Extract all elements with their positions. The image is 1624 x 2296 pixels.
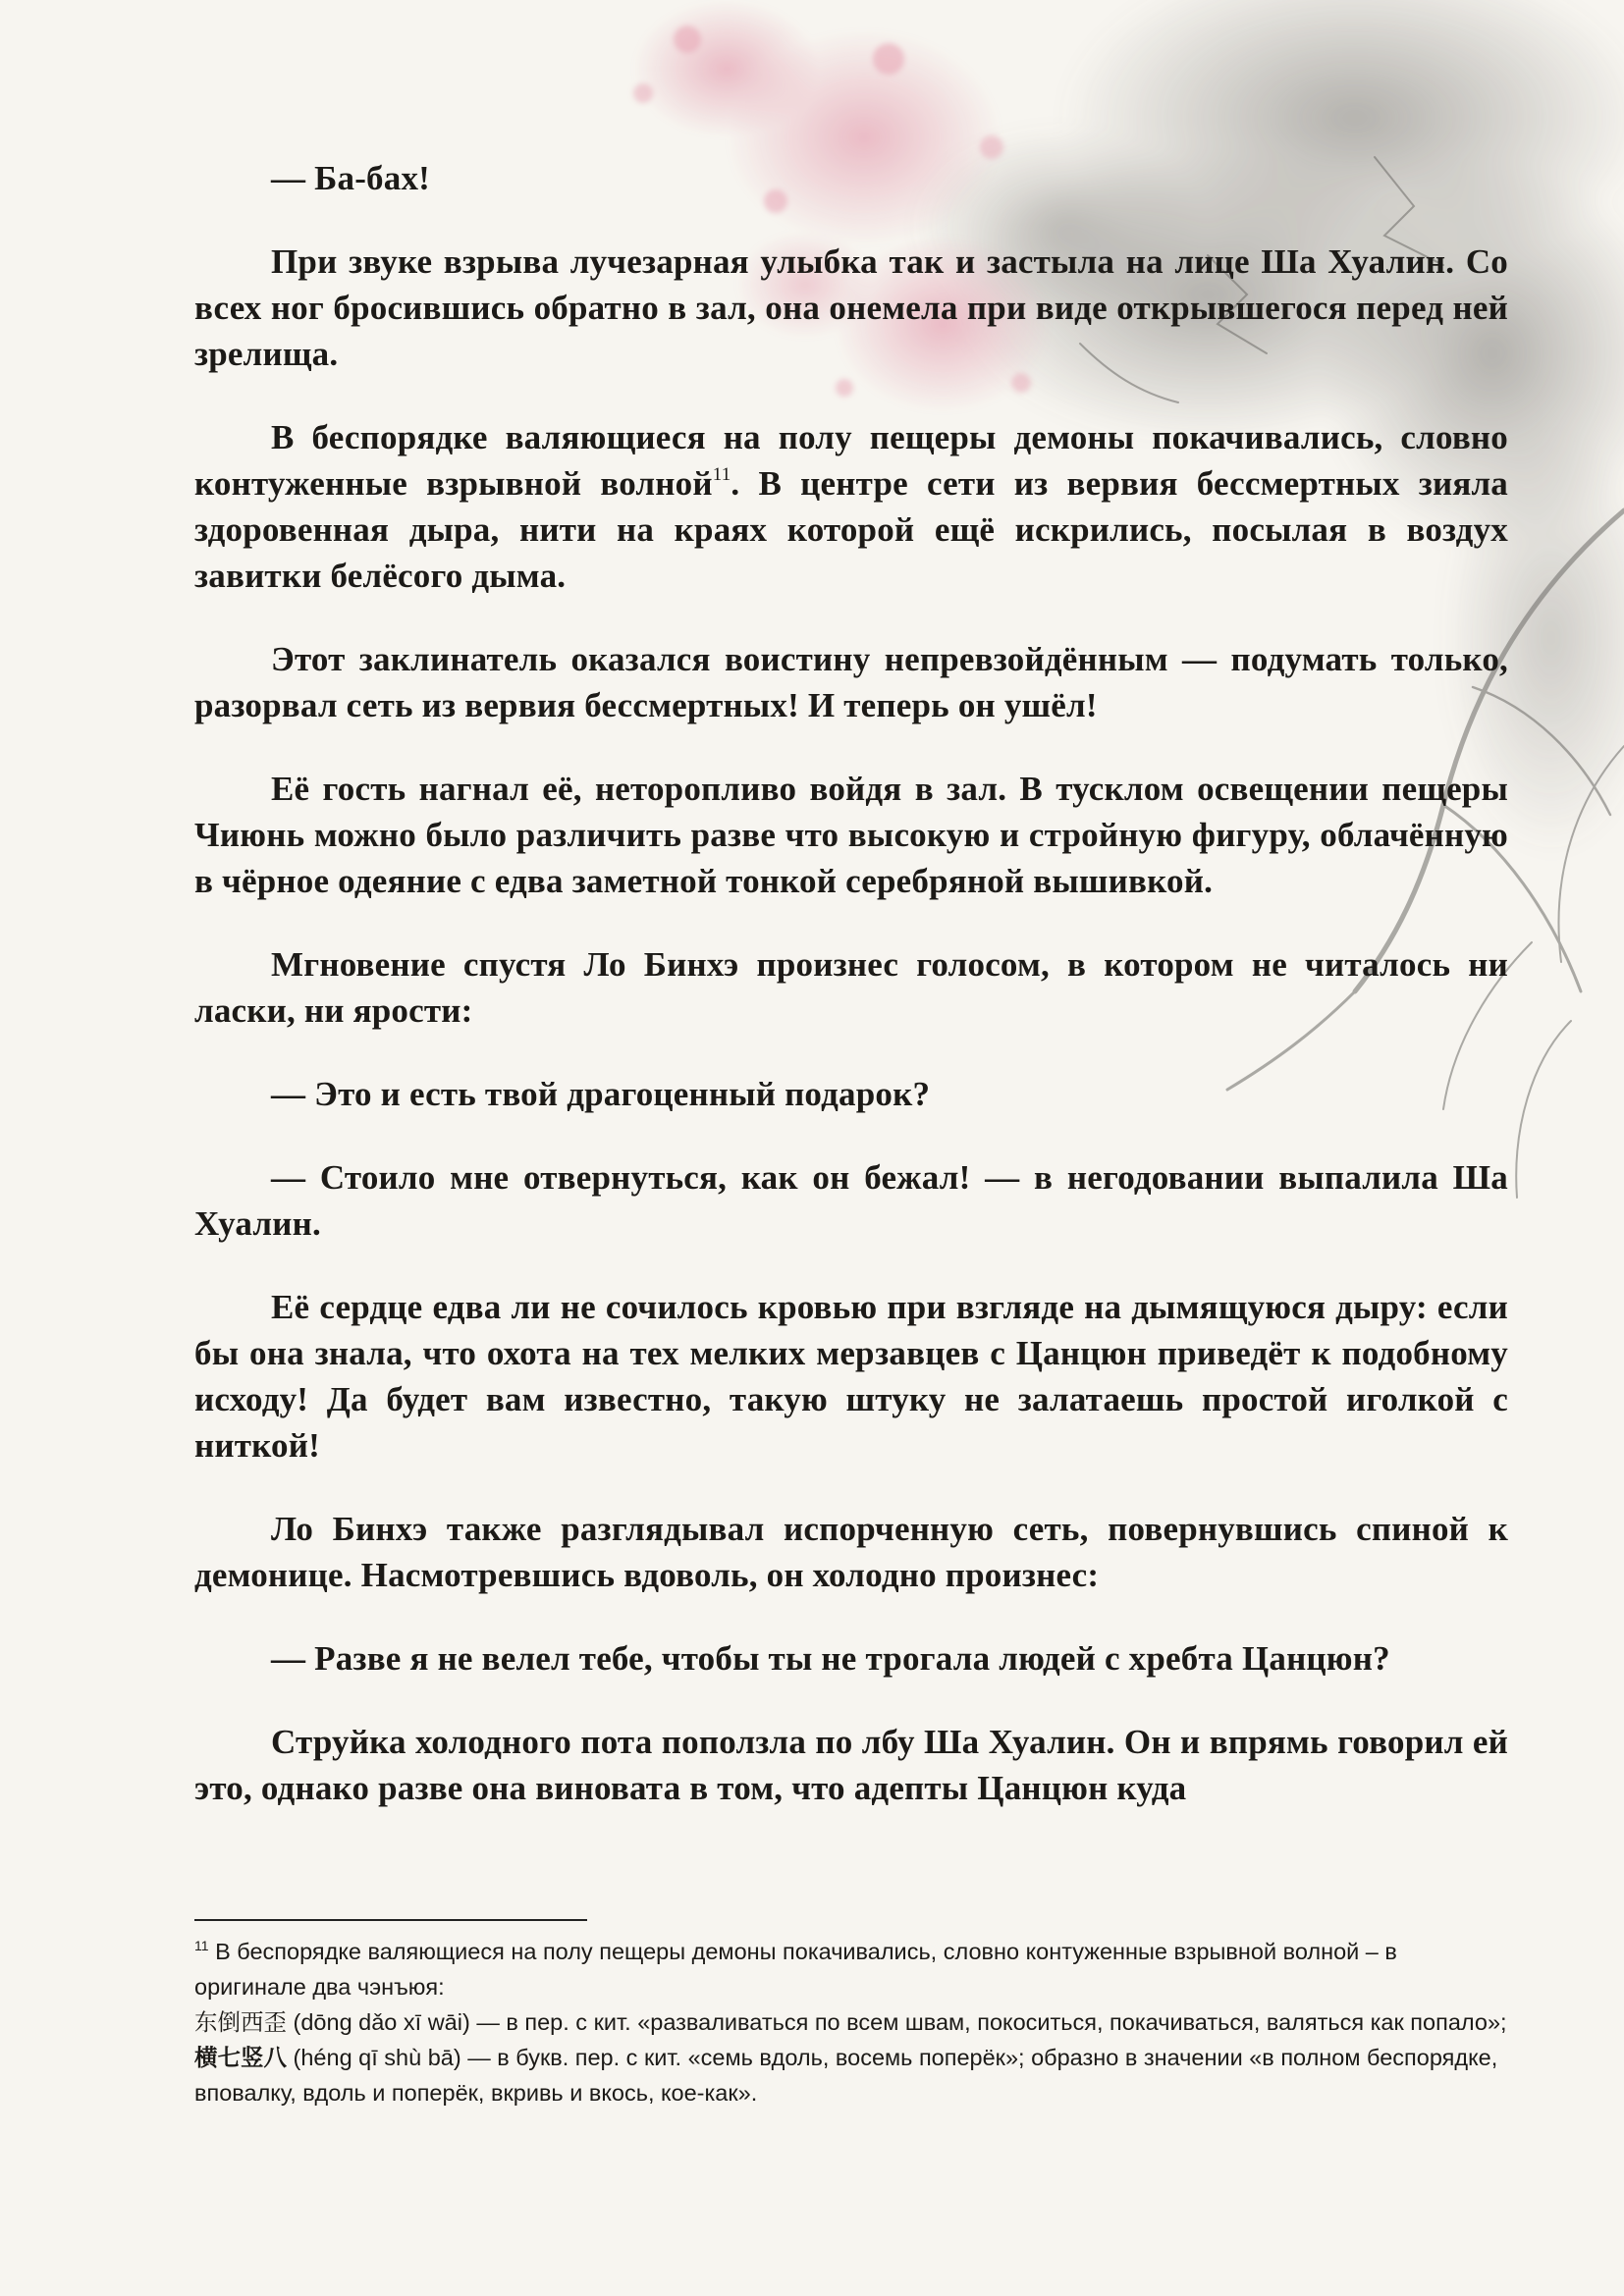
main-text [194,155,1508,1811]
footnote-reference[interactable]: 11 [712,464,731,485]
footnote-text: В беспорядке валяющиеся на полу пещеры демоны покачивались, словно контуженные взрывной волной – в оригинале два чэнъюя: [194,1939,1397,2000]
paragraph-6: Мгновение спустя Ло Бинхэ произнес голосом, в котором не читалось ни ласки, ни ярости: [194,945,1508,1030]
idiom-2-gloss: (héng qī shù bā) — в букв. пер. с кит. «семь вдоль, восемь поперёк»; образно в значении «в полном беспорядке, вповалку, вдоль и поперёк, вкривь и вкось, кое-как». [194,2045,1498,2106]
paragraph-4: Этот заклинатель оказался воистину непревзойдённым — подумать только, разорвал сеть из вервия бессмертных! И теперь он ушёл! [194,640,1508,724]
idiom-1-hanzi: 东倒西歪 [194,2009,287,2035]
paragraph-dialogue-2: — Это и есть твой драгоценный подарок? [271,1075,931,1113]
footnote-idiom-1 [194,2004,1508,2040]
idiom-2-hanzi: 横七竖八 [194,2045,287,2070]
footnote-number: 11 [194,1938,209,1953]
paragraph-8: Ло Бинхэ также разглядывал испорченную сеть, повернувшись спиной к демонице. Насмотревшись вдоволь, он холодно произнес: [194,1510,1508,1594]
paragraph-2: При звуке взрыва лучезарная улыбка так и застыла на лице Ша Хуалин. Со всех ног бросившись обратно в зал, она онемела при виде открывшегося перед ней зрелища. [194,242,1508,373]
paragraph-3 [194,414,1508,599]
footnote-separator [194,1919,587,1921]
paragraph-dialogue-3: — Стоило мне отвернуться, как он бежал! — в негодовании выпалила Ша Хуалин. [194,1158,1508,1243]
paragraph-dialogue-1: — Ба-бах! [271,159,431,197]
idiom-1-gloss: (dōng dǎo xī wāi) — в пер. с кит. «разваливаться по всем швам, покоситься, покачиваться, валяться как попало»; [287,2009,1507,2035]
footnote [194,1934,1508,2110]
footnote-line-1 [194,1934,1508,2004]
paragraph-dialogue-4: — Разве я не велел тебе, чтобы ты не трогала людей с хребта Цанцюн? [271,1639,1390,1678]
paragraph-3-part-b: . В центре сети из вервия бессмертных зияла здоровенная дыра, нити на краях которой ещё искрились, посылая в воздух завитки белёсого дыма. [194,464,1508,595]
paragraph-5: Её гость нагнал её, неторопливо войдя в зал. В тусклом освещении пещеры Чиюнь можно было различить разве что высокую и стройную фигуру, облачённую в чёрное одеяние с едва заметной тонкой серебряной вышивкой. [194,770,1508,900]
paragraph-9: Струйка холодного пота поползла по лбу Ша Хуалин. Он и впрямь говорил ей это, однако разве она виновата в том, что адепты Цанцюн куда [194,1723,1508,1807]
footnote-idiom-2 [194,2040,1508,2110]
paragraph-7: Её сердце едва ли не сочилось кровью при взгляде на дымящуюся дыру: если бы она знала, что охота на тех мелких мерзавцев с Цанцюн приведёт к подобному исходу! Да будет вам известно, такую штуку не залатаешь простой иголкой с ниткой! [194,1288,1508,1465]
paragraph-3-part-a: В беспорядке валяющиеся на полу пещеры демоны покачивались, словно контуженные взрывной волной [194,418,1508,503]
